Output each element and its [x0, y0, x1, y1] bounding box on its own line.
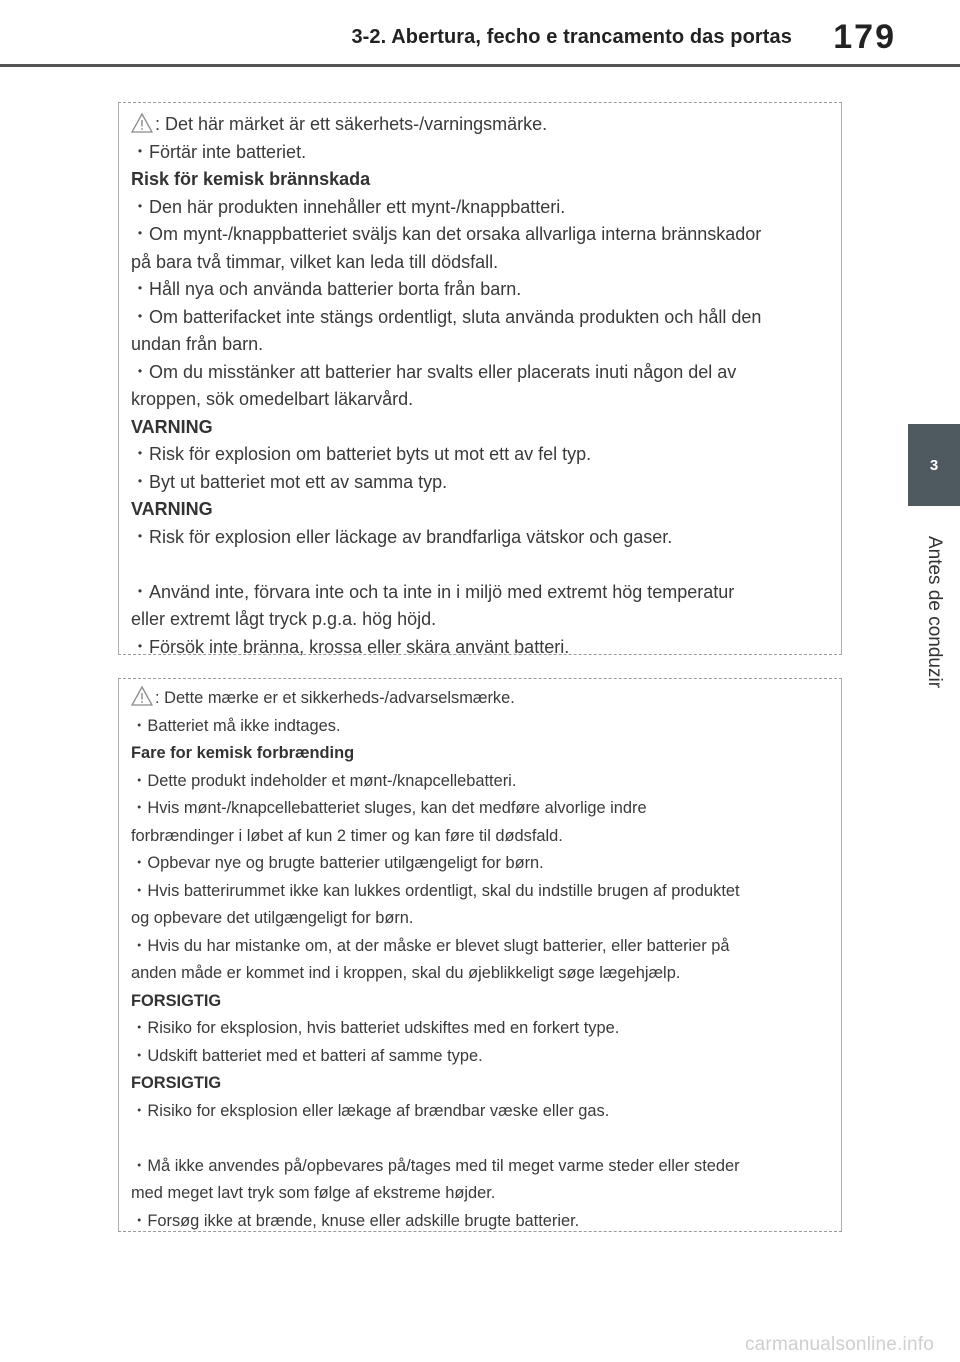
- text-line: ・Risk för explosion om batteriet byts ut mot ett av fel typ.: [131, 444, 592, 464]
- swedish-warning-box: [118, 102, 842, 655]
- warning-intro-text: : Dette mærke er et sikkerheds-/advarselsmærke.: [155, 689, 515, 707]
- header-rule: [0, 64, 960, 67]
- blank-line: [131, 1125, 841, 1153]
- text-line: ・Hvis batterirummet ikke kan lukkes ordentligt, skal du indstille brugen af produktet: [131, 881, 740, 900]
- text-line: ・Byt ut batteriet mot ett av samma typ.: [131, 471, 448, 492]
- text-line: ・Om mynt-/knappbatteriet sväljs kan det orsaka allvarliga interna brännskador: [131, 224, 762, 244]
- warning-intro-line: [131, 111, 841, 139]
- text-line: med meget lavt tryk som følge af ekstreme højder.: [131, 1184, 496, 1202]
- text-line: ・Använd inte, förvara inte och ta inte in i miljö med extremt hög temperatur: [131, 581, 735, 602]
- text-line: ・Batteriet må ikke indtages.: [131, 716, 341, 735]
- section-heading: VARNING: [131, 499, 213, 519]
- text-line: ・Udskift batteriet med et batteri af samme type.: [131, 1046, 483, 1065]
- blank-line: [131, 551, 841, 579]
- section-heading: Risk för kemisk brännskada: [131, 169, 371, 189]
- chapter-number: 3: [929, 456, 939, 474]
- section-heading: VARNING: [131, 416, 213, 437]
- section-heading: FORSIGTIG: [131, 1074, 222, 1092]
- text-line: ・Opbevar nye og brugte batterier utilgængeligt for børn.: [131, 854, 544, 872]
- text-line: ・Må ikke anvendes på/opbevares på/tages med til meget varme steder eller steder: [131, 1156, 740, 1175]
- section-heading: Fare for kemisk forbrænding: [131, 744, 355, 762]
- text-line: eller extremt lågt tryck p.g.a. hög höjd.: [131, 609, 437, 629]
- text-line: kroppen, sök omedelbart läkarvård.: [131, 389, 414, 409]
- text-line: anden måde er kommet ind i kroppen, skal du øjeblikkeligt søge lægehjælp.: [131, 964, 681, 982]
- text-line: ・Hvis du har mistanke om, at der måske er blevet slugt batterier, eller batterier på: [131, 936, 730, 955]
- text-line: ・Håll nya och använda batterier borta från barn.: [131, 279, 522, 299]
- text-line: ・Hvis mønt-/knapcellebatteriet sluges, kan det medføre alvorlige indre: [131, 799, 647, 817]
- page-header: [0, 0, 960, 66]
- warning-triangle-icon: [131, 113, 153, 142]
- warning-intro-line: [131, 685, 841, 713]
- text-line: ・Förtär inte batteriet.: [131, 141, 307, 162]
- text-line: ・Risk för explosion eller läckage av brandfarliga vätskor och gaser.: [131, 526, 673, 547]
- text-line: ・Den här produkten innehåller ett mynt-/knappbatteri.: [131, 196, 566, 217]
- text-line: ・Dette produkt indeholder et mønt-/knapcellebatteri.: [131, 771, 517, 790]
- text-line: ・Om batterifacket inte stängs ordentligt, sluta använda produkten och håll den: [131, 306, 762, 327]
- text-line: ・Försök inte bränna, krossa eller skära använt batteri.: [131, 636, 570, 657]
- chapter-label: Antes de conduzir: [924, 535, 945, 689]
- text-line: ・Risiko for eksplosion eller lækage af brændbar væske eller gas.: [131, 1101, 610, 1120]
- text-line: ・Om du misstänker att batterier har svalts eller placerats inuti någon del av: [131, 361, 737, 382]
- page-number: 179: [833, 18, 896, 56]
- chapter-tab: [908, 424, 960, 506]
- watermark: carmanualsonline.info: [744, 1334, 934, 1355]
- text-line: undan från barn.: [131, 334, 264, 354]
- text-line: og opbevare det utilgængeligt for børn.: [131, 909, 414, 927]
- section-title: 3-2. Abertura, fecho e trancamento das portas: [351, 26, 792, 48]
- section-heading: FORSIGTIG: [131, 991, 222, 1010]
- text-line: ・Risiko for eksplosion, hvis batteriet udskiftes med en forkert type.: [131, 1019, 620, 1037]
- text-line: på bara två timmar, vilket kan leda till dödsfall.: [131, 251, 499, 272]
- danish-warning-box: [118, 678, 842, 1232]
- warning-intro-text: : Det här märket är ett säkerhets-/varningsmärke.: [155, 114, 548, 134]
- warning-triangle-icon: [131, 686, 153, 716]
- text-line: ・Forsøg ikke at brænde, knuse eller adskille brugte batterier.: [131, 1211, 580, 1230]
- text-line: forbrændinger i løbet af kun 2 timer og kan føre til dødsfald.: [131, 826, 563, 845]
